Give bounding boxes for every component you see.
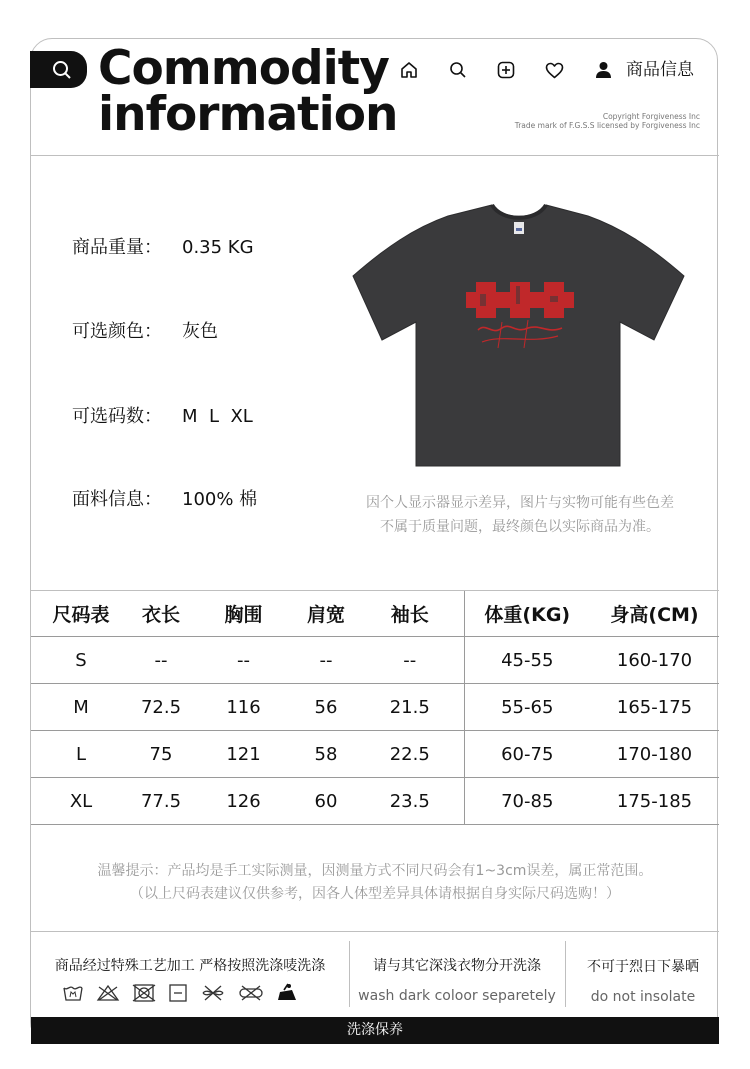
tip-line2: （以上尺码表建议仅供参考，因各人体型差异具体请根据自身实际尺码选购！） [130,886,620,902]
table-cell: 75 [131,731,191,778]
footer-bar: 洗涤保养 [31,1017,719,1044]
spec-label-sizes: 可选码数： [72,406,162,427]
table-cell: -- [191,637,296,684]
care-sub-sun: do not insolate [590,989,696,1005]
no-bleach-icon [96,984,120,1006]
care-top-divider [31,931,719,932]
no-dry-clean-icon [238,984,264,1006]
table-cell: 126 [191,778,296,825]
search-tag[interactable] [30,51,87,88]
header-divider [31,155,719,156]
no-tumble-dry-icon [132,984,156,1006]
table-cell: 56 [296,684,356,731]
table-cell: L [31,731,131,778]
size-table [31,591,719,825]
table-header-cell: 衣长 [131,591,191,637]
table-cell: 160-170 [590,637,719,684]
care-icons [62,983,298,1007]
care-divider-1 [349,941,350,1007]
table-cell: 21.5 [356,684,464,731]
table-cell: 170-180 [590,731,719,778]
table-cell: 22.5 [356,731,464,778]
table-cell: 70-85 [464,778,590,825]
table-cell: -- [356,637,464,684]
table-cell: 55-65 [464,684,590,731]
spec-value-weight: 0.35 KG [182,237,254,258]
search-icon [52,60,72,80]
table-header-cell: 袖长 [356,591,464,637]
table-header-row [31,591,719,637]
heart-icon [543,59,565,81]
care-title-separate: 请与其它深浅衣物分开洗涤 [373,958,541,974]
table-cell: M [31,684,131,731]
copyright-text: Copyright Forgiveness Inc Trade mark of F.G.S.S licensed by Forgiveness Inc [514,112,700,130]
table-cell: 60 [296,778,356,825]
care-title-sun: 不可于烈日下暴晒 [587,959,699,975]
table-row [31,637,719,684]
nav-home[interactable] [398,58,420,82]
table-cell: S [31,637,131,684]
user-icon [592,59,614,81]
table-row [31,731,719,778]
nav-user[interactable] [592,58,614,82]
color-note-line2: 不属于质量问题，最终颜色以实际商品为准。 [380,519,660,535]
color-note-line1: 因个人显示器显示差异，图片与实物可能有些色差 [366,495,674,511]
table-cell: -- [131,637,191,684]
spec-label-weight: 商品重量： [72,237,162,258]
dry-flat-icon [168,984,188,1006]
nav-search[interactable] [447,58,469,82]
page-title: Commodity information [98,41,398,142]
table-cell: 165-175 [590,684,719,731]
hand-wash-icon [62,984,84,1006]
nav-favorite[interactable] [543,58,565,82]
nav-label-product-info[interactable]: 商品信息 [626,60,694,80]
spec-value-color: 灰色 [182,321,218,342]
table-header-cell: 尺码表 [31,591,131,637]
product-image-tshirt [352,202,686,468]
search-icon [447,59,469,81]
table-row [31,778,719,825]
table-header-cell: 肩宽 [296,591,356,637]
table-cell: 121 [191,731,296,778]
tip-line1: 温馨提示：产品均是手工实际测量，因测量方式不同尺码会有1~3cm误差，属正常范围。 [97,863,653,879]
spec-label-fabric: 面料信息： [72,489,162,510]
home-icon [398,59,420,81]
table-cell: 58 [296,731,356,778]
nav-add[interactable] [495,58,517,82]
iron-low-icon [276,983,298,1007]
care-divider-2 [565,941,566,1007]
table-cell: 175-185 [590,778,719,825]
care-title-process: 商品经过特殊工艺加工 严格按照洗涤唛洗涤 [54,958,326,974]
table-cell: 77.5 [131,778,191,825]
table-cell: 116 [191,684,296,731]
spec-label-color: 可选颜色： [72,321,162,342]
table-cell: 72.5 [131,684,191,731]
table-header-cell: 身高(CM) [590,591,719,637]
table-header-cell: 体重(KG) [464,591,590,637]
table-header-cell: 胸围 [191,591,296,637]
table-cell: 23.5 [356,778,464,825]
table-row [31,684,719,731]
spec-value-sizes: M L XL [182,406,253,427]
table-cell: XL [31,778,131,825]
spec-value-fabric: 100% 棉 [182,489,258,510]
table-cell: 45-55 [464,637,590,684]
table-cell: -- [296,637,356,684]
care-sub-separate: wash dark coloor separetely [358,988,556,1004]
plus-square-icon [495,59,517,81]
no-wring-icon [200,984,226,1006]
table-cell: 60-75 [464,731,590,778]
